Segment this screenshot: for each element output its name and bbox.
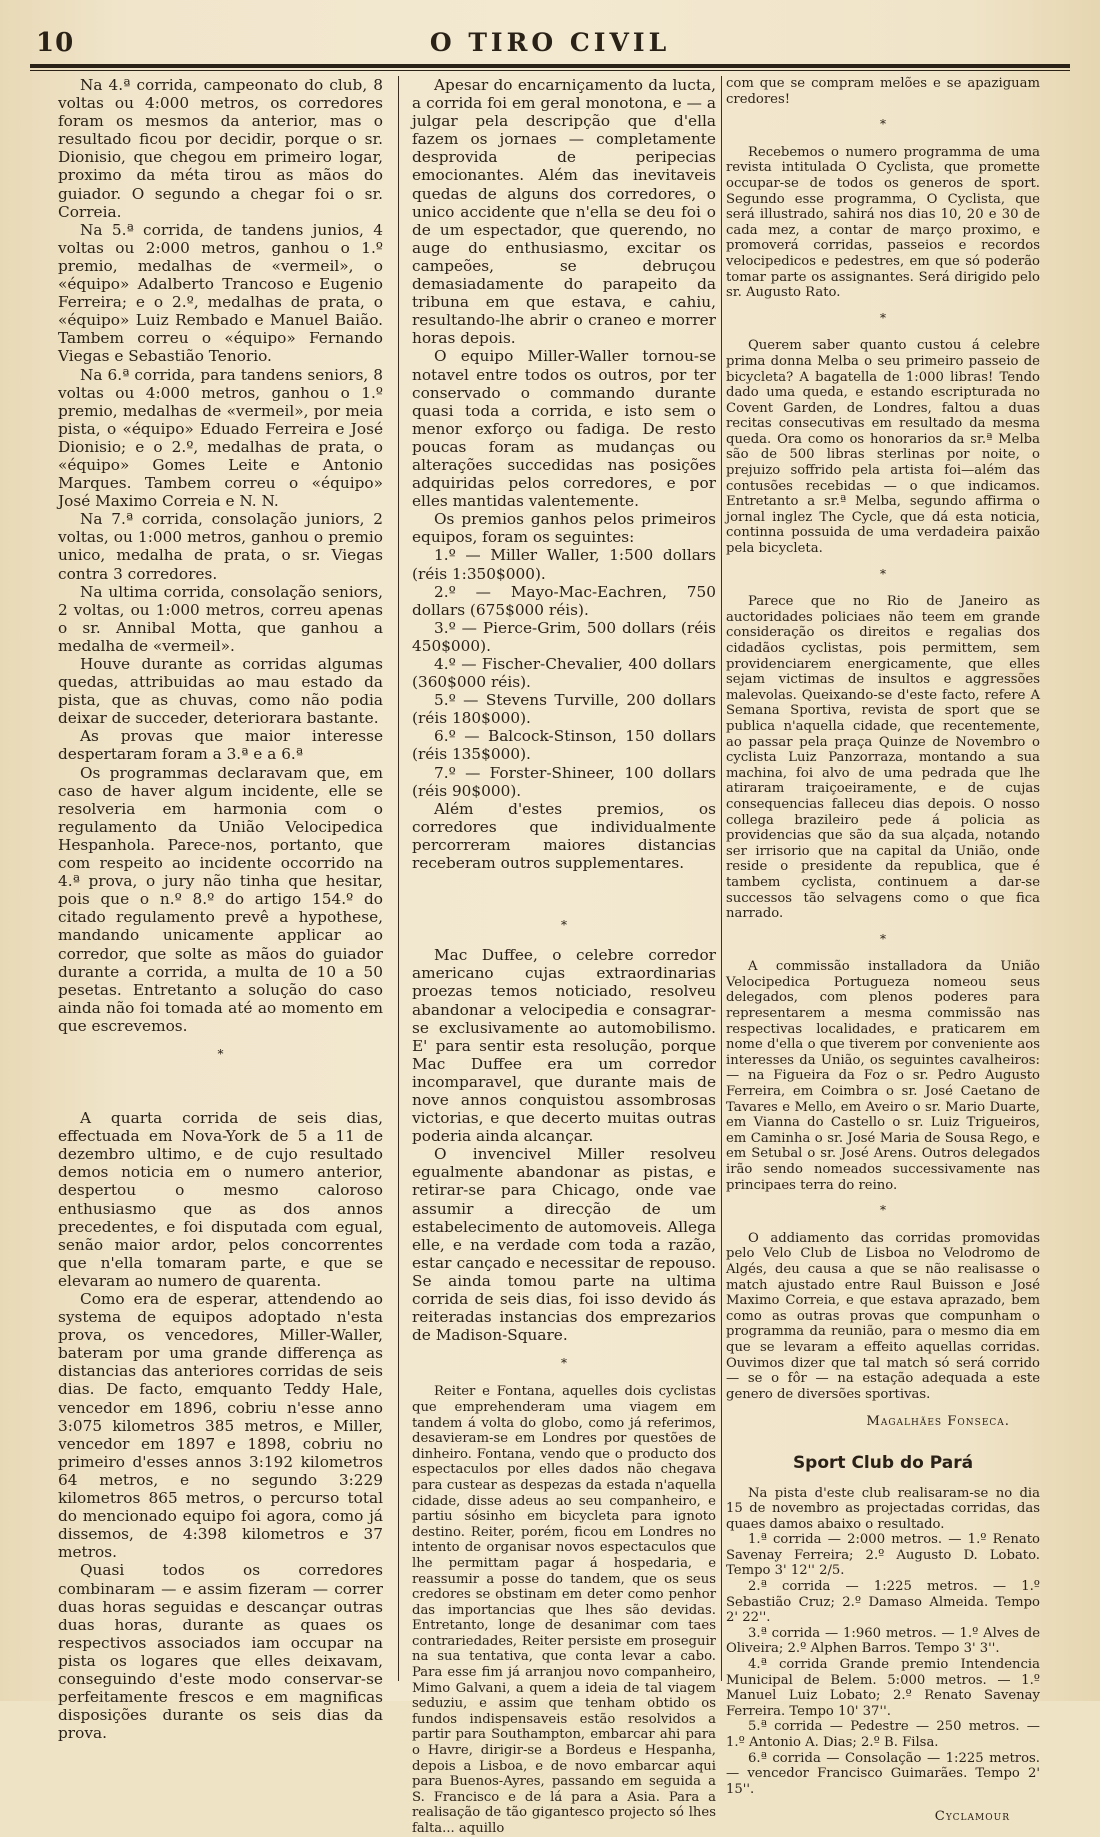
paragraph: O addiamento das corridas promovidas pelo Velo Club de Lisboa no Velodromo de Algés, deu causa a que se não realisasse o match ajustado entre Raul Buisson e José Maximo Correia, e que estava aprazado, bem como as outras provas que compunham o programma da reunião, para o mesmo dia em que se levaram a effeito aquellas corridas. Ouvimos dizer que tal match só será corrido — se o fôr — na estação adequada a este genero de diversões sportivas. [726, 1230, 1040, 1402]
paragraph: Houve durante as corridas algumas quedas, attribuidas ao mau estado da pista, que as chuvas, como não podia deixar de succeder, deteriorara bastante. [58, 655, 383, 728]
page-header [30, 24, 1070, 64]
section-separator-star: * [880, 566, 886, 581]
paragraph: A commissão installadora da União Velocipedica Portugueza nomeou seus delegados, com plenos poderes para representarem a mesma commissão nas respectivas localidades, e praticarem em nome d'ella o que tiverem por conveniente aos interesses da União, os seguintes cavalheiros: — na Figueira da Foz o sr. Pedro Augusto Ferreira, em Coimbra o sr. José Caetano de Tavares e Mello, em Aveiro o sr. Mario Duarte, em Vianna do Castello o sr. Luiz Trigueiros, em Caminha o sr. José Maria de Sousa Rego, e em Setubal o sr. José Arens. Outros delegados irão sendo nomeados successivamente nas principaes terra do reino. [726, 959, 1040, 1193]
prize-item: 7.º — Forster-Shineer, 100 dollars (réis 90$000). [412, 763, 716, 800]
paragraph: A quarta corrida de seis dias, effectuada em Nova-York de 5 a 11 de dezembro ultimo, e de cujo resultado demos noticia em o numero anterior, despertou o mesmo caloroso enthusiasmo que as dos annos precedentes, e foi disputada com egual, senão maior ardor, pelos concorrentes que n'ella tomaram parte, e que se elevaram ao numero de quarenta. [58, 1109, 383, 1290]
paragraph: O invencivel Miller resolveu egualmente abandonar as pistas, e retirar-se para Chicago, onde vae assumir a direcção de um estabelecimento de automoveis. Allega elle, e na verdade com toda a razão, estar cançado e necessitar de repouso. Se ainda tomou parte na ultima corrida de seis dias, foi isso devido ás reiteradas instancias dos emprezarios de Madison-Square. [412, 1145, 716, 1345]
column-divider [721, 76, 722, 1681]
paragraph: O equipo Miller-Waller tornou-se notavel entre todos os outros, por ter conservado o commando durante quasi toda a corrida, e isto sem o menor exforço ou fadiga. De resto poucas foram as mudanças ou alterações succedidas nas posições adquiridas pelos corredores, e por elles mantidas valentemente. [412, 347, 716, 511]
section-separator-star: * [561, 1356, 567, 1371]
section-separator-star: * [217, 1046, 224, 1061]
section-separator-star: * [880, 931, 886, 946]
masthead-title: O TIRO CIVIL [429, 28, 671, 57]
paragraph: Os premios ganhos pelos primeiros equipos, foram os seguintes: [412, 510, 716, 547]
column-left [58, 76, 383, 1743]
section-separator-star: * [880, 1203, 886, 1218]
race-result: 1.ª corrida — 2:000 metros. — 1.º Renato Savenay Ferreira; 2.º Augusto D. Lobato. Tempo 3' 12'' 2/5. [726, 1532, 1040, 1579]
paragraph: Na 4.ª corrida, campeonato do club, 8 voltas ou 4:000 metros, os corredores foram os mesmos da anterior, mas o resultado ficou por decidir, porque o sr. Dionisio, que chegou em primeiro logar, proximo da méta tirou as mãos do guiador. O segundo a chegar foi o sr. Correia. [58, 76, 383, 221]
race-result: 3.ª corrida — 1:960 metros. — 1.º Alves de Oliveira; 2.º Alphen Barros. Tempo 3' 3''. [726, 1625, 1040, 1657]
prize-item: 3.º — Pierce-Grim, 500 dollars (réis 450$000). [412, 618, 716, 655]
race-result: 5.ª corrida — Pedestre — 250 metros. — 1.º Antonio A. Dias; 2.º B. Filsa. [726, 1719, 1040, 1750]
paragraph: Na 5.ª corrida, de tandens junios, 4 voltas ou 2:000 metros, ganhou o 1.º premio, medalhas de «vermeil», o «équipo» Adalberto Trancoso e Eugenio Ferreira; e o 2.º, medalhas de prata, o «équipo» Luiz Rembado e Manuel Baião. Tambem correu o «équipo» Fernando Viegas e Sebastião Tenorio. [58, 220, 383, 366]
race-result: 6.ª corrida — Consolação — 1:225 metros. — vencedor Francisco Guimarães. Tempo 2' 15''. [726, 1750, 1040, 1797]
author-signature: Cyclamour [934, 1809, 1010, 1825]
paragraph: Os programmas declaravam que, em caso de haver algum incidente, elle se resolveria em harmonia com o regulamento da União Velocipedica Hespanhola. Parece-nos, portanto, que com respeito ao incidente occorrido na 4.ª prova, o jury não tinha que hesitar, pois que o n.º 8.º do artigo 154.º do citado regulamento prevê a hypothese, mandando unicamente applicar ao corredor, que solte as mãos do guiador durante a corrida, a multa de 10 a 50 pesetas. Entretanto a solução do caso ainda não foi tomada até ao momento em que escrevemos. [58, 763, 383, 1035]
paragraph: Recebemos o numero programma de uma revista intitulada O Cyclista, que promette occupar-se de todos os generos de sport. Segundo esse programma, O Cyclista, que será illustrado, sahirá nos dias 10, 20 e 30 de cada mez, a contar de março proximo, e promoverá corridas, passeios e recordos velocipedicos e pedestres, em que só poderão tomar parte os assignantes. Será dirigido pelo sr. Augusto Rato. [726, 144, 1040, 301]
paragraph: Mac Duffee, o celebre corredor americano cujas extraordinarias proezas temos noticiado, resolveu abandonar a velocipedia e consagrar-se exclusivamente ao automobilismo. E' para sentir esta resolução, porque Mac Duffee era um corredor incomparavel, que durante mais de nove annos conquistou assombrosas victorias, e que decerto muitas outras poderia ainda alcançar. [412, 946, 716, 1146]
paragraph: Na 7.ª corrida, consolação juniors, 2 voltas, ou 1:000 metros, ganhou o premio unico, medalha de prata, o sr. Viegas contra 3 corredores. [58, 510, 383, 583]
paragraph: Apesar do encarniçamento da lucta, a corrida foi em geral monotona, e — a julgar pela descripção que d'ella fazem os jornaes — completamente desprovida de peripecias emocionantes. Além das inevitaveis quedas de alguns dos corredores, o unico accidente que n'ella se deu foi o de um espectador, que querendo, no auge do enthusiasmo, excitar os campeões, se debruçou demasiadamente do parapeito da tribuna em que estava, e cahiu, resultando-lhe abrir o craneo e morrer horas depois. [412, 76, 716, 348]
section-separator-star: * [561, 918, 567, 933]
column-divider [398, 76, 399, 1681]
paragraph: Como era de esperar, attendendo ao systema de equipos adoptado n'esta prova, os vencedores, Miller-Waller, bateram por uma grande differença as distancias das anteriores corridas de seis dias. De facto, emquanto Teddy Hale, vencedor em 1896, cobriu n'esse anno 3:075 kilometros 385 metros, e Miller, vencedor em 1897 e 1898, cobriu no primeiro d'esses annos 3:192 kilometros 64 metros, e no segundo 3:229 kilometros 865 metros, o percurso total do mencionado equipo foi agora, como já dissemos, de 4:398 kilometros e 37 metros. [58, 1290, 383, 1562]
column-middle [412, 76, 716, 1836]
race-result: 2.ª corrida — 1:225 metros. — 1.º Sebastião Cruz; 2.º Damaso Almeida. Tempo 2' 22''. [726, 1579, 1040, 1626]
author-signature: Magalhães Fonseca. [866, 1414, 1010, 1430]
prize-item: 6.º — Balcock-Stinson, 150 dollars (réis 135$000). [412, 727, 716, 764]
header-rule [30, 64, 1070, 71]
paragraph: As provas que maior interesse despertaram foram a 3.ª e a 6.ª [58, 727, 383, 764]
paragraph: Quasi todos os corredores combinaram — e assim fizeram — correr duas horas seguidas e descançar outras duas horas, durante as quaes os respectivos associados iam occupar na pista os logares que elles deixavam, conseguindo d'este modo conservar-se perfeitamente frescos e em magnificas disposições durante os seis dias da prova. [58, 1561, 383, 1743]
section-title: Sport Club do Pará [792, 1452, 974, 1473]
paragraph: Na 6.ª corrida, para tandens seniors, 8 voltas ou 4:000 metros, ganhou o 1.º premio, medalhas de «vermeil», por meia pista, o «équipo» Eduado Ferreira e José Dionisio; e o 2.º, medalhas de prata, o «équipo» Gomes Leite e Antonio Marques. Tambem correu o «équipo» José Maximo Correia e N. N. [58, 365, 383, 511]
paragraph: Parece que no Rio de Janeiro as auctoridades policiaes não teem em grande consideração os direitos e regalias dos cidadãos cyclistas, pois permittem, sem providenciarem energicamente, que elles sejam victimas de insultos e aggressões malevolas. Queixando-se d'este facto, refere A Semana Sportiva, revista de sport que se publica n'aquella cidade, que recentemente, ao passar pela praça Quinze de Novembro o cyclista Luiz Panzorraza, montando a sua machina, foi alvo de uma pedrada que lhe atiraram traiçoeiramente, e de cujas consequencias falleceu dias depois. O nosso collega brazileiro pede á policia as providencias que são da sua alçada, notando ser irrisorio que na capital da União, onde reside o presidente da republica, que é tambem cyclista, continuem a dar-se successos tão selvagens como o que fica narrado. [726, 594, 1040, 922]
section-separator-star: * [880, 117, 886, 132]
paragraph: Querem saber quanto custou á celebre prima donna Melba o seu primeiro passeio de bicycleta? A bagatella de 1:000 libras! Tendo dado uma queda, e estando escripturada no Covent Garden, de Londres, faltou a duas recitas consecutivas em resultado da mesma queda. Ora como os honorarios da sr.ª Melba são de 500 libras sterlinas por noite, o prejuizo soffrido pela artista foi—além das contusões recebidas — o que indicamos. Entretanto a sr.ª Melba, segundo affirma o jornal inglez The Cycle, que dá esta noticia, continna possuida de uma verdadeira paixão pela bicycleta. [726, 338, 1040, 557]
paragraph: Além d'estes premios, os corredores que individualmente percorreram maiores distancias receberam outros supplementares. [412, 799, 716, 873]
prize-item: 4.º — Fischer-Chevalier, 400 dollars (360$000 réis). [412, 655, 716, 692]
prize-item: 1.º — Miller Waller, 1:500 dollars (réis 1:350$000). [412, 546, 716, 583]
paragraph: Reiter e Fontana, aquelles dois cyclistas que emprehenderam uma viagem em tandem á volta do globo, como já referimos, desavieram-se em Londres por questões de dinheiro. Fontana, vendo que o producto dos espectaculos por elles dados não chegava para custear as despezas da estada n'aquella cidade, disse adeus ao seu companheiro, e partiu sósinho em bicycleta para ignoto destino. Reiter, porém, ficou em Londres no intento de organisar novos espectaculos que lhe permittam pagar á hospedaria, e reassumir a posse do tandem, que os seus credores se obstinam em deter como penhor das importancias que lhes são devidas. Entretanto, longe de desanimar com taes contrariedades, Reiter persiste em proseguir na sua tentativa, que conta levar a cabo. Para esse fim já arranjou novo companheiro, Mimo Galvani, a quem a ideia de tal viagem seduziu, e assim que tenham obtido os fundos indispensaveis estão resolvidos a partir para Southampton, embarcar ahi para o Havre, dirigir-se a Bordeus e Hespanha, depois a Lisboa, e de novo embarcar aqui para Buenos-Ayres, passando em seguida a S. Francisco e de lá para a Asia. Para a realisação de tão gigantesco projecto só lhes falta... aquillo [412, 1384, 716, 1836]
paragraph: com que se compram melões e se apaziguam credores! [726, 76, 1040, 107]
paragraph: Na ultima corrida, consolação seniors, 2 voltas, ou 1:000 metros, correu apenas o sr. Annibal Motta, que ganhou a medalha de «vermeil». [58, 582, 383, 655]
column-right [726, 76, 1040, 1825]
paragraph: Na pista d'este club realisaram-se no dia 15 de novembro as projectadas corridas, das quaes damos abaixo o resultado. [726, 1485, 1040, 1532]
prize-item: 5.º — Stevens Turville, 200 dollars (réis 180$000). [412, 691, 716, 728]
section-separator-star: * [880, 310, 886, 325]
race-result: 4.ª corrida Grande premio Intendencia Municipal de Belem. 5:000 metros. — 1.º Manuel Luiz Lobato; 2.º Renato Savenay Ferreira. Tempo 10' 37''. [726, 1657, 1040, 1719]
page-number: 10 [36, 28, 75, 58]
prize-item: 2.º — Mayo-Mac-Eachren, 750 dollars (675$000 réis). [412, 582, 716, 619]
